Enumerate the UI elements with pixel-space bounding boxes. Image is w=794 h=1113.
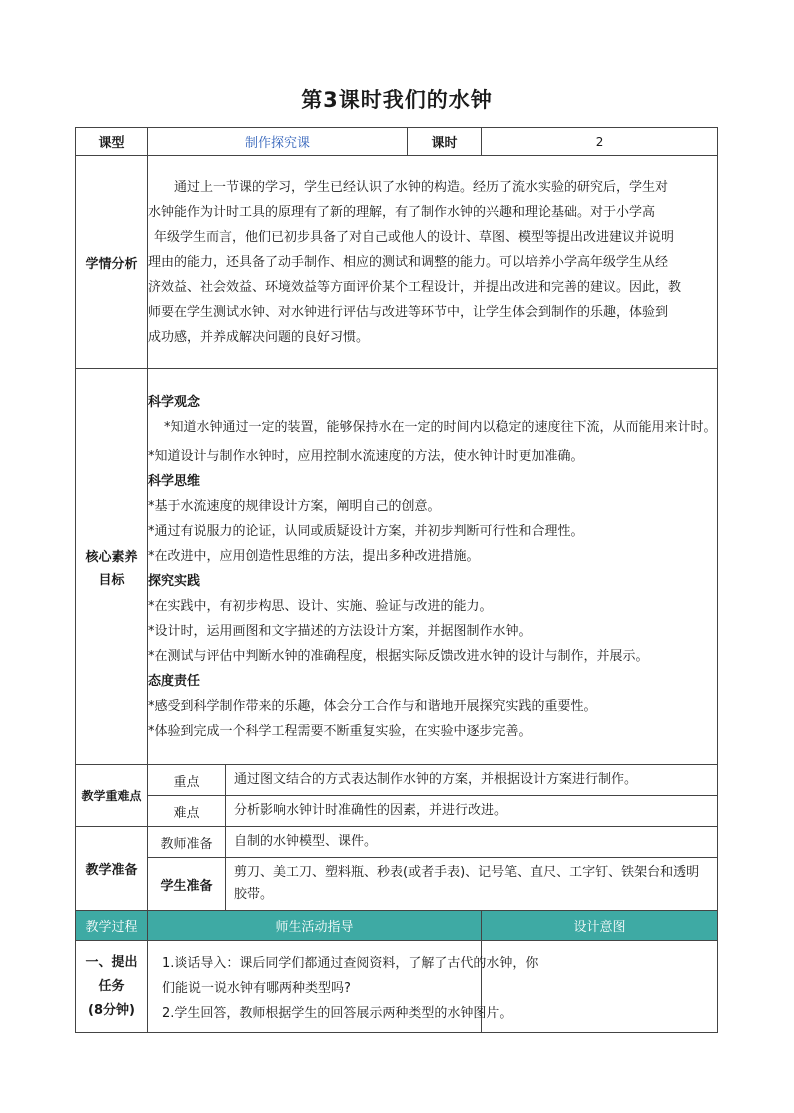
goal-item: *通过有说服力的论证，认同或质疑设计方案，并初步判断可行性和合理性。	[148, 523, 584, 539]
stage-activity	[148, 941, 539, 1033]
goal-item: *体验到完成一个科学工程需要不断重复实验，在实验中逐步完善。	[148, 723, 532, 739]
section-heading: 探究实践	[148, 573, 201, 589]
stage-label-line: (8分钟)	[88, 1002, 135, 1018]
key-label: 重点	[148, 765, 226, 796]
prep-label: 教学准备	[76, 827, 148, 911]
student-prep-text: 剪刀、美工刀、塑料瓶、秒表(或者手表)、记号笔、直尺、工字钉、铁架台和透明胶带。	[226, 858, 718, 911]
analysis-line: 水钟能作为计时工具的原理有了新的理解，有了制作水钟的兴趣和理论基础。对于小学高	[148, 204, 656, 220]
page-title: 第3课时我们的水钟	[301, 88, 493, 112]
goal-item: *知道水钟通过一定的装置，能够保持水在一定的时间内以稳定的速度往下流，从而能用来计时。	[164, 419, 717, 435]
stage-label-line: 一、提出	[85, 954, 138, 970]
goal-item: *在实践中，有初步构思、设计、实施、验证与改进的能力。	[148, 598, 493, 614]
activity-line: 2.学生回答，教师根据学生的回答展示两种类型的水钟图片。	[162, 1006, 513, 1021]
goal-item: *基于水流速度的规律设计方案，阐明自己的创意。	[148, 498, 441, 514]
process-header-row	[76, 911, 718, 941]
section-heading: 态度责任	[148, 673, 201, 689]
analysis-line: 成功感，并养成解决问题的良好习惯。	[148, 329, 370, 345]
teacher-prep-label: 教师准备	[148, 827, 226, 858]
key-text: 通过图文结合的方式表达制作水钟的方案，并根据设计方案进行制作。	[226, 765, 718, 796]
student-prep-row	[76, 858, 718, 911]
analysis-line: 师要在学生测试水钟、对水钟进行评估与改进等环节中，让学生体会到制作的乐趣，体验到	[148, 304, 669, 320]
process-col-activity: 师生活动指导	[148, 911, 482, 941]
goal-item: *在改进中，应用创造性思维的方法，提出多种改进措施。	[148, 548, 480, 564]
stage-row	[76, 941, 718, 1033]
student-prep-label: 学生准备	[148, 858, 226, 911]
difficulty-row	[76, 796, 718, 827]
type-value: 制作探究课	[148, 128, 408, 156]
period-label: 课时	[408, 128, 482, 156]
teacher-prep-text: 自制的水钟模型、课件。	[226, 827, 718, 858]
core-label	[76, 369, 148, 765]
header-row	[76, 128, 718, 156]
goal-item: *知道设计与制作水钟时，应用控制水流速度的方法，使水钟计时更加准确。	[148, 448, 584, 464]
type-label: 课型	[76, 128, 148, 156]
core-label-line: 目标	[98, 572, 125, 588]
analysis-line: 理由的能力，还具备了动手制作、相应的测试和调整的能力。可以培养小学高年级学生从经	[148, 254, 669, 270]
teacher-prep-row	[76, 827, 718, 858]
core-label-line: 核心素养	[85, 549, 138, 565]
process-col-stage: 教学过程	[76, 911, 148, 941]
core-goals	[148, 369, 718, 765]
lesson-plan-table	[75, 127, 718, 1033]
stage-label	[76, 941, 148, 1033]
process-col-intent: 设计意图	[482, 911, 718, 941]
key-points-label: 教学重难点	[76, 765, 148, 827]
activity-line: 1.谈话导入：课后同学们都通过查阅资料，了解了古代的水钟，你	[162, 956, 539, 971]
goal-item: *在测试与评估中判断水钟的准确程度，根据实际反馈改进水钟的设计与制作，并展示。	[148, 648, 649, 664]
core-row	[76, 369, 718, 765]
analysis-line: 济效益、社会效益、环境效益等方面评价某个工程设计，并提出改进和完善的建议。因此，教	[148, 279, 682, 295]
activity-line: 们能说一说水钟有哪两种类型吗?	[162, 981, 351, 996]
goal-item: *感受到科学制作带来的乐趣，体会分工合作与和谐地开展探究实践的重要性。	[148, 698, 597, 714]
analysis-text	[148, 156, 718, 369]
key-point-row	[76, 765, 718, 796]
difficulty-label: 难点	[148, 796, 226, 827]
stage-intent	[482, 941, 718, 1033]
analysis-label: 学情分析	[76, 156, 148, 369]
stage-label-line: 任务	[98, 978, 125, 994]
section-heading: 科学观念	[148, 394, 201, 410]
analysis-line: 年级学生而言，他们已初步具备了对自己或他人的设计、草图、模型等提出改进建议并说明	[154, 229, 675, 245]
period-value: 2	[482, 128, 718, 156]
goal-item: *设计时，运用画图和文字描述的方法设计方案，并据图制作水钟。	[148, 623, 532, 639]
analysis-line: 通过上一节课的学习，学生已经认识了水钟的构造。经历了流水实验的研究后，学生对	[174, 179, 669, 195]
difficulty-text: 分析影响水钟计时准确性的因素，并进行改进。	[226, 796, 718, 827]
analysis-row	[76, 156, 718, 369]
section-heading: 科学思维	[148, 473, 201, 489]
